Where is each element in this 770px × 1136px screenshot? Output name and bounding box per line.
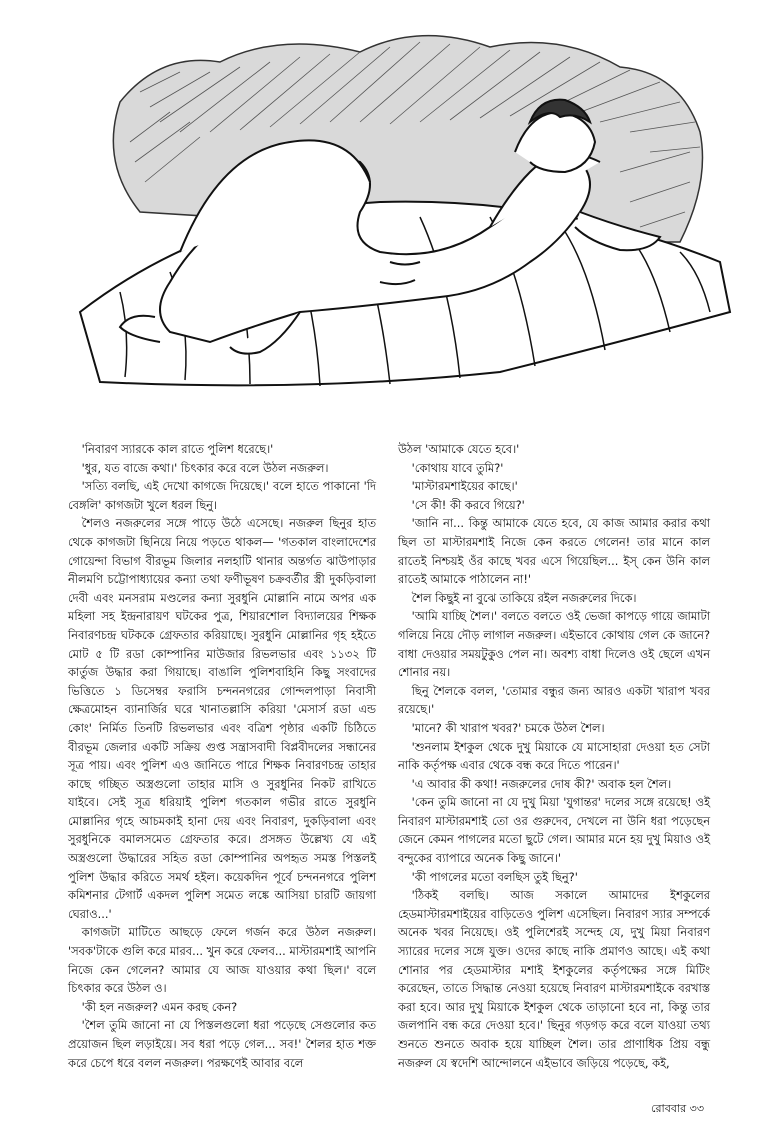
paragraph: 'ঠিকই বলছি। আজ সকালে আমাদের ইশকুলের হেডমাস্টারমশাইয়ের বাড়িতেও পুলিশ এসেছিল। নিবারণ স্যার সম্পর্কে অনেক খবর নিয়েছে। ওই পুলিশেরই সন্দেহ যে, দুখু মিয়া নিবারণ স্যারের দলের সঙ্গে যুক্ত। ওদের কাছে নাকি প্রমাণও আছে। এই কথা শোনার পর হেডমাস্টার মশাই ইশকুলের কর্তৃপক্ষের সঙ্গে মিটিং করেছেন, তাতে সিদ্ধান্ত নেওয়া হয়েছে নিবারণ মাস্টারমশাইকে বরখাস্ত করা হবে। আর দুখু মিয়াকে ইশকুল থেকে তাড়ানো হবে না, কিন্তু তার জলপানি বন্ধ করে দেওয়া হবে।' ছিনুর গড়গড় করে বলে যাওয়া তথ্য শুনতে শুনতে অবাক হয়ে যাচ্ছিল শৈল। তার প্রাণাধিক প্রিয় বন্ধু নজরুল যে স্বদেশি আন্দোলনে এইভাবে জড়িয়ে পড়েছে, কই, <box>398 888 710 1070</box>
paragraph: 'কোথায় যাবে তুমি?' <box>411 460 504 475</box>
paragraph: 'কী পাগলের মতো বলছিস তুই ছিনু?' <box>411 869 578 884</box>
paragraph: 'মানে? কী খারাপ খবর?' চমকে উঠল শৈল। <box>411 720 605 735</box>
paragraph: 'শুনলাম ইশকুল থেকে দুখু মিয়াকে যে মাসোহারা দেওয়া হত সেটা নাকি কর্তৃপক্ষ এবার থেকে বন্ধ করে দিতে পারেন।' <box>398 739 710 773</box>
paragraph: 'সে কী! কী করবে গিয়ে?' <box>411 497 525 512</box>
paragraph: 'নিবারণ স্যারকে কাল রাতে পুলিশ ধরেছে।' <box>81 442 274 456</box>
illustration-reclining-figure <box>60 12 740 404</box>
paragraph: শৈল কিছুই না বুঝে তাকিয়ে রইল নজরুলের দিকে। <box>411 590 637 605</box>
paragraph: 'এ আবার কী কথা! নজরুলের দোষ কী?' অবাক হল শৈল। <box>411 776 672 791</box>
paragraph: কাগজটা মাটিতে আছড়ে ফেলে গর্জন করে উঠল নজরুল। 'সবক'টাকে গুলি করে মারব... খুন করে ফেলব... মাস্টারমশাই আপনি নিজে কেন গেলেন? আমার যে আজ যাওয়ার কথা ছিল।' বলে চিৎকার করে উঠল ও। <box>68 925 376 996</box>
paragraph: 'কেন তুমি জানো না যে দুখু মিয়া 'যুগান্তর' দলের সঙ্গে রয়েছে! ওই নিবারণ মাস্টারমশাই তো ওর গুরুদেব, দেখলে না উনি ধরা পড়েছেন জেনে কেমন পাগলের মতো ছুটে গেল। আমার মনে হয় দুখু মিয়াও ওই বন্দুকের ব্যাপারে অনেক কিছু জানে।' <box>398 795 710 866</box>
paragraph: উঠল 'আমাকে যেতে হবে।' <box>398 442 520 456</box>
paragraph: 'মাস্টারমশাইয়ের কাছে।' <box>411 479 518 494</box>
paragraph: 'আমি যাচ্ছি শৈল।' বলতে বলতে ওই ভেজা কাপড়ে গায়ে জামাটা গলিয়ে নিয়ে দৌড় লাগাল নজরুল। এইভাবে কোথায় গেল কে জানে? বাধা দেওয়ার সময়টুকুও পেল না। অবশ্য বাধা দিলেও ওই ছেলে এখন শোনার নয়। <box>398 609 710 680</box>
paragraph: 'সত্যি বলছি, এই দেখো কাগজে দিয়েছে।' বলে হাতে পাকানো 'দি বেঙ্গলি' কাগজটা খুলে ধরল ছিনু। <box>68 479 376 512</box>
paragraph: শৈলও নজরুলের সঙ্গে পাড়ে উঠে এসেছে। নজরুল ছিনুর হাত থেকে কাগজটা ছিনিয়ে নিয়ে পড়তে থাকল— 'গতকাল বাংলাদেশের গোয়েন্দা বিভাগ বীরভূম জিলার নলহাটি থানার অন্তর্গত ঝাউপাড়ার নীলমণি চট্টোপাধ্যায়ের কন্যা তথা ফণীভূষণ চক্রবর্তীর স্ত্রী দুকড়িবালা দেবী এবং মনসরাম মণ্ডলের কন্যা সুরধুনি মোল্লানি নামে অপর এক মহিলা সহ ইন্দ্রনারায়ণ ঘটকের পুত্র, শিয়ারশোল বিদ্যালয়ের শিক্ষক নিবারণচন্দ্র ঘটককে গ্রেফতার করিয়াছে। সুরধুনি মোল্লানির গৃহ হইতে মোট ৫ টি রডা কোম্পানির মাউজার রিভলভার এবং ১১৩২ টি কার্তুজ উদ্ধার করা গিয়াছে। বাঙালি পুলিশবাহিনি কিছু সংবাদের ভিত্তিতে ১ ডিসেম্বর ফরাসি চন্দননগরের গোন্দলপাড়া নিবাসী ক্ষেত্রমোহন ব্যানার্জির ঘরে খানাতল্লাসি করিয়া 'মেসার্স রডা এন্ড কোং' নির্মিত তিনটি রিভলভার এবং বত্রিশ পৃষ্ঠার একটি চিঠিতে বীরভূম জেলার একটি সক্রিয় গুপ্ত সন্ত্রাসবাদী বিপ্লবীদলের সন্ধানের সূত্র পায়। এবং পুলিশ এও জানিতে পারে শিক্ষক নিবারণচন্দ্র তাহার কাছে গচ্ছিত অস্ত্রগুলো তাহার মাসি ও সুরধুনির নিকট রাখিতে যাইবে। সেই সূত্র ধরিয়াই পুলিশ গতকাল গভীর রাতে সুরধুনি মোল্লানির গৃহে আচমকাই হানা দেয় এবং নিবারণ, দুকড়িবালা এবং সুরধুনিকে বমালসমেত গ্রেফতার করে। প্রসঙ্গত উল্লেখ্য যে এই অস্ত্রগুলো উদ্ধারের সহিত রডা কোম্পানির অপহৃত সমস্ত পিস্তলই পুলিশ উদ্ধার করিতে সমর্থ হইল। কয়েকদিন পূর্বে চন্দননগরে পুলিশ কমিশনার টেগার্ট একদল পুলিশ সমেত লঙ্কে আসিয়া চারটি জায়গা ঘেরাও...' <box>68 516 376 921</box>
paragraph: 'জানি না... কিন্তু আমাকে যেতে হবে, যে কাজ আমার করার কথা ছিল তা মাস্টারমশাই নিজে কেন করতে গেলেন! তার মানে কাল রাতেই নিশ্চয়ই ওঁর কাছে খবর এসে গিয়েছিল... ইস্ কেন উনি কাল রাতেই আমাকে পাঠালেন না!' <box>398 516 710 587</box>
paragraph: 'কী হল নজরুল? এমন করছ কেন? <box>81 999 238 1014</box>
paragraph: 'ধুর, যত বাজে কথা।' চিৎকার করে বলে উঠল নজরুল। <box>81 460 329 475</box>
page-footer: রোববার ৩৩ <box>651 1102 704 1115</box>
paragraph: ছিনু শৈলকে বলল, 'তোমার বন্ধুর জন্য আরও একটা খারাপ খবর রয়েছে।' <box>398 683 710 717</box>
text-column-left <box>68 440 376 1072</box>
paragraph: 'শৈল তুমি জানো না যে পিস্তলগুলো ধরা পড়েছে সেগুলোর কত প্রয়োজন ছিল লড়াইয়ে। সব ধরা পড়ে গেল... সব!' শৈলর হাত শক্ত করে চেপে ধরে বলল নজরুল। পরক্ষণেই আবার বলে <box>68 1018 376 1070</box>
text-column-right <box>398 440 710 1072</box>
